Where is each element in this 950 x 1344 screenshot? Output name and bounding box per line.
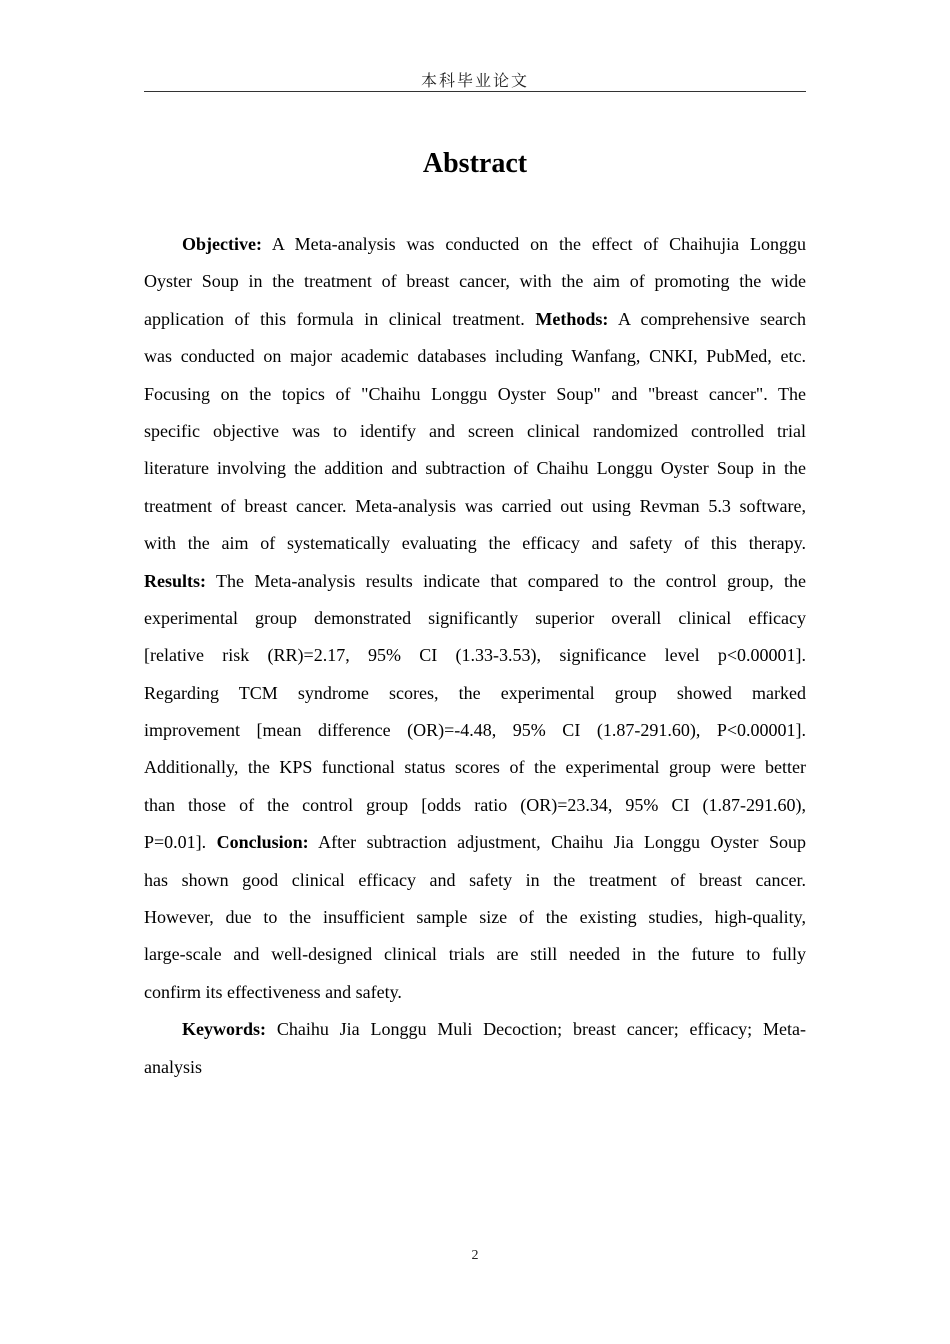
- abstract-line: Objective: A Meta-analysis was conducted on the effect of Chaihujia Longgu: [182, 234, 806, 254]
- abstract-line: treatment of breast cancer. Meta-analysis was carried out using Revman 5.3 software,: [144, 495, 806, 516]
- abstract-line: P=0.01]. Conclusion: After subtraction adjustment, Chaihu Jia Longgu Oyster Soup: [144, 832, 807, 853]
- abstract-line: than those of the control group [odds ratio (OR)=23.34, 95% CI (1.87-291.60),: [144, 794, 806, 815]
- header-rule: [144, 91, 806, 92]
- abstract-body: [144, 231, 806, 1091]
- keywords-line: Keywords: Chaihu Jia Longgu Muli Decoction; breast cancer; efficacy; Meta-: [182, 1019, 806, 1040]
- abstract-line: was conducted on major academic databases including Wanfang, CNKI, PubMed, etc.: [144, 346, 806, 367]
- methods-label: Methods:: [535, 308, 609, 329]
- page-title: Abstract: [422, 148, 528, 179]
- abstract-line: application of this formula in clinical treatment. Methods: A comprehensive search: [144, 308, 807, 329]
- running-header-title: 本科毕业论文: [420, 73, 529, 90]
- abstract-line: Results: The Meta-analysis results indicate that compared to the control group, the: [144, 570, 806, 591]
- abstract-line: Regarding TCM syndrome scores, the experimental group showed marked: [144, 682, 806, 703]
- abstract-line: Additionally, the KPS functional status scores of the experimental group were better: [144, 757, 806, 778]
- results-label: Results:: [144, 570, 206, 591]
- abstract-line: large-scale and well-designed clinical trials are still needed in the future to fully: [144, 944, 806, 965]
- abstract-line: [relative risk (RR)=2.17, 95% CI (1.33-3.53), significance level p<0.00001].: [144, 645, 806, 666]
- objective-label: Objective:: [182, 234, 262, 254]
- abstract-line: confirm its effectiveness and safety.: [144, 981, 402, 1002]
- keywords-line: analysis: [144, 1056, 202, 1077]
- abstract-line: literature involving the addition and subtraction of Chaihu Longgu Oyster Soup in the: [144, 458, 806, 479]
- abstract-line: Oyster Soup in the treatment of breast cancer, with the aim of promoting the wide: [144, 271, 806, 292]
- abstract-line: with the aim of systematically evaluating the efficacy and safety of this therapy.: [144, 533, 806, 554]
- conclusion-label: Conclusion:: [216, 832, 309, 853]
- abstract-line: specific objective was to identify and screen clinical randomized controlled trial: [144, 420, 806, 441]
- abstract-line: However, due to the insufficient sample size of the existing studies, high-quality,: [144, 907, 806, 928]
- abstract-line: Focusing on the topics of "Chaihu Longgu Oyster Soup" and "breast cancer". The: [144, 383, 806, 404]
- abstract-line: experimental group demonstrated significantly superior overall clinical efficacy: [144, 607, 806, 628]
- abstract-line: improvement [mean difference (OR)=-4.48, 95% CI (1.87-291.60), P<0.00001].: [144, 720, 806, 741]
- page-number: 2: [471, 1248, 479, 1263]
- abstract-line: has shown good clinical efficacy and safety in the treatment of breast cancer.: [144, 869, 806, 890]
- keywords-label: Keywords:: [182, 1019, 266, 1040]
